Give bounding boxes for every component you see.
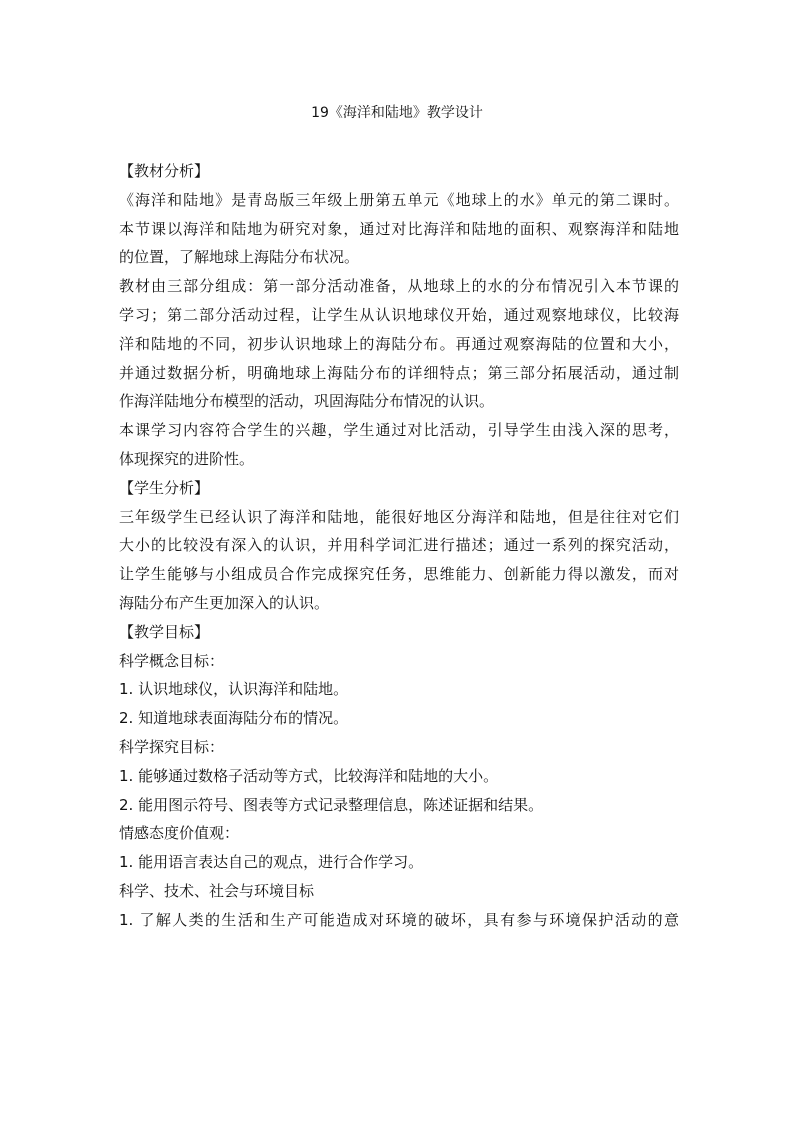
text-line: 1. 能用语言表达自己的观点，进行合作学习。 [119,853,424,872]
text-line: 本课学习内容符合学生的兴趣，学生通过对比活动，引导学生由浅入深的思考， [119,421,679,440]
text-line: 科学探究目标： [119,737,225,756]
text-line: 三年级学生已经认识了海洋和陆地，能很好地区分海洋和陆地，但是往往对它们 [119,507,679,526]
text-line: 1. 认识地球仪，认识海洋和陆地。 [119,680,349,699]
text-line: 《海洋和陆地》是青岛版三年级上册第五单元《地球上的水》单元的第二课时。 [119,190,679,209]
text-line: 大小的比较没有深入的认识，并用科学词汇进行描述；通过一系列的探究活动， [119,536,679,555]
text-line: 体现探究的进阶性。 [119,449,255,468]
text-line: 作海洋陆地分布模型的活动，巩固海陆分布情况的认识。 [119,392,495,411]
text-line: 教材由三部分组成：第一部分活动准备，从地球上的水的分布情况引入本节课的 [119,277,679,296]
text-line: 洋和陆地的不同，初步认识地球上的海陆分布。再通过观察海陆的位置和大小， [119,334,679,353]
text-line: 本节课以海洋和陆地为研究对象，通过对比海洋和陆地的面积、观察海洋和陆地 [119,219,679,238]
text-line: 让学生能够与小组成员合作完成探究任务，思维能力、创新能力得以激发，而对 [119,565,679,584]
text-line: 2. 知道地球表面海陆分布的情况。 [119,709,349,728]
text-line: 并通过数据分析，明确地球上海陆分布的详细特点；第三部分拓展活动，通过制 [119,363,679,382]
text-line: 科学、技术、社会与环境目标 [119,881,315,900]
text-line: 海陆分布产生更加深入的认识。 [119,593,330,612]
text-line: 科学概念目标： [119,651,225,670]
document-title: 19《海洋和陆地》教学设计 [311,105,483,121]
text-line: 【学生分析】 [119,478,210,497]
text-line: 2. 能用图示符号、图表等方式记录整理信息，陈述证据和结果。 [119,795,544,814]
text-line: 的位置，了解地球上海陆分布状况。 [119,248,360,267]
text-line: 【教学目标】 [119,622,210,641]
text-line: 【教材分析】 [119,162,210,180]
text-line: 1. 能够通过数格子活动等方式，比较海洋和陆地的大小。 [119,766,499,785]
text-line: 1. 了解人类的生活和生产可能造成对环境的破坏，具有参与环境保护活动的意 [119,910,679,929]
document-body [119,160,679,938]
text-line: 学习；第二部分活动过程，让学生从认识地球仪开始，通过观察地球仪，比较海 [119,305,679,324]
text-line: 情感态度价值观： [119,824,240,843]
